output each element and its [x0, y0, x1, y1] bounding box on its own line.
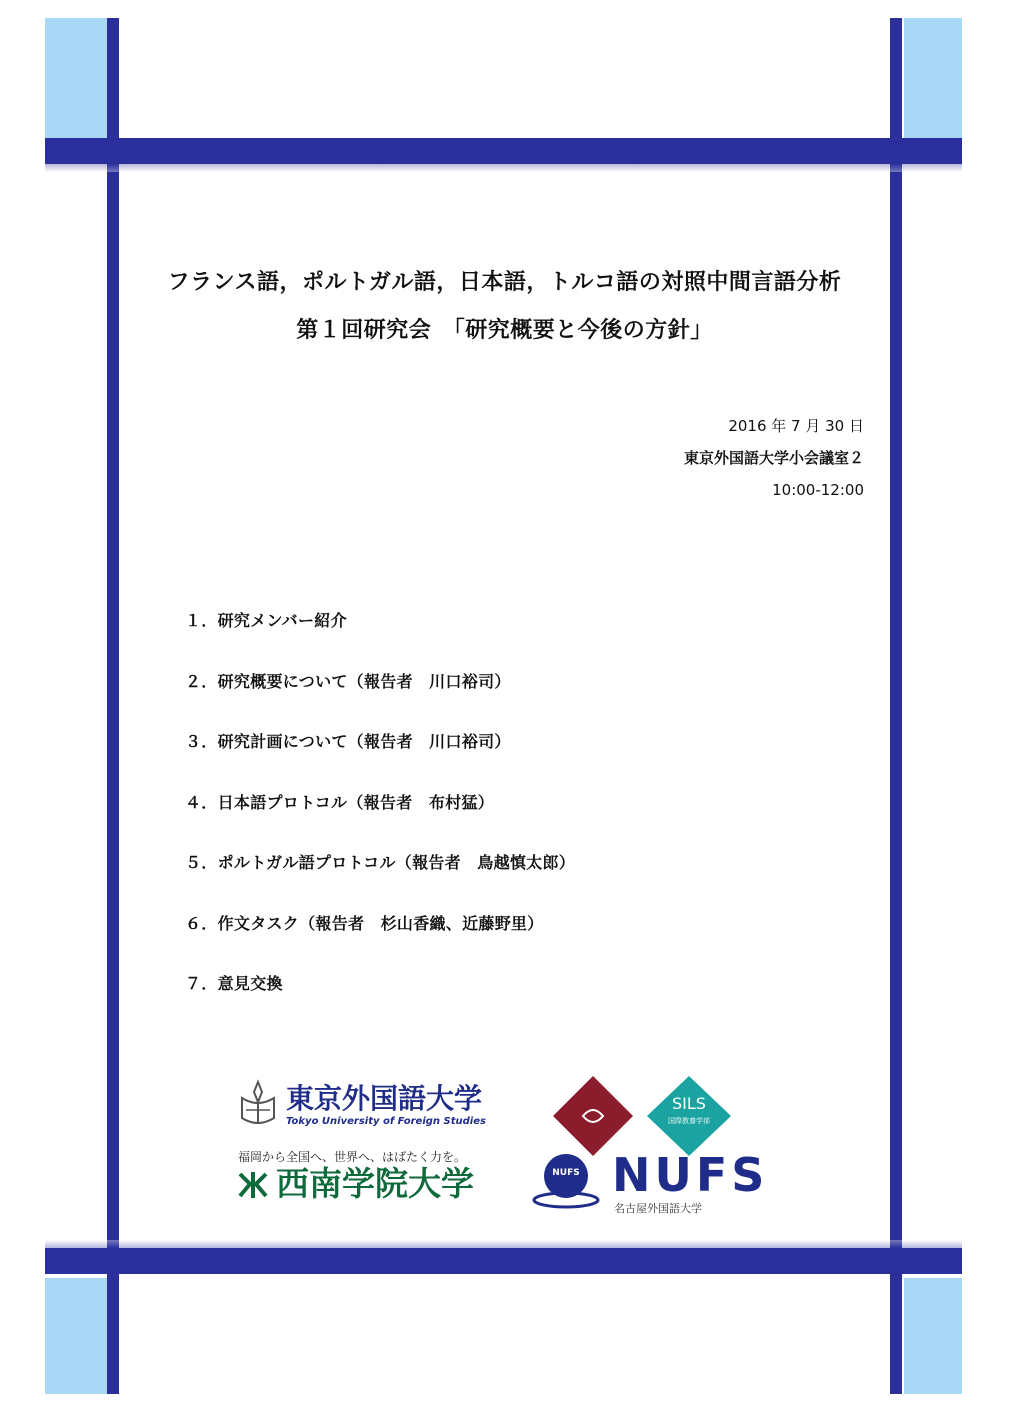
- frame-bottom-bar-shade: [45, 1240, 962, 1248]
- seinan-name: 西南学院大学: [276, 1164, 474, 1203]
- meeting-place: 東京外国語大学小会議室２: [683, 449, 864, 467]
- seinan-logo: [236, 1148, 506, 1204]
- corner-bottom-right: [904, 1278, 962, 1394]
- waseda-sils-logo: [553, 1076, 743, 1156]
- agenda-item: ４．日本語プロトコル（報告者 布村猛）: [185, 792, 495, 812]
- frame-right-bar: [890, 18, 902, 1394]
- frame-top-bar: [45, 138, 962, 164]
- sils-sub-label: 国際教養学部: [668, 1117, 710, 1125]
- sils-label: SILS: [672, 1094, 706, 1113]
- tufs-logo: [236, 1078, 496, 1138]
- frame-left-bar: [107, 18, 119, 1394]
- nufs-logo: [532, 1148, 769, 1215]
- agenda-item: ５．ポルトガル語プロトコル（報告者 鳥越慎太郎）: [185, 853, 576, 872]
- meeting-time: 10:00-12:00: [772, 481, 864, 499]
- agenda-item: ６．作文タスク（報告者 杉山香織、近藤野里）: [185, 913, 544, 933]
- agenda-item: ２．研究概要について（報告者 川口裕司）: [185, 671, 511, 691]
- tufs-name: 東京外国語大学: [286, 1082, 483, 1115]
- corner-top-right: [904, 18, 962, 138]
- agenda-item: １．研究メンバー紹介: [185, 611, 347, 630]
- nufs-japanese-name: 名古屋外国語大学: [614, 1202, 702, 1215]
- tufs-emblem-icon: [236, 1078, 280, 1130]
- agenda-list: [185, 608, 575, 1032]
- frame-bottom-bar: [45, 1248, 962, 1274]
- corner-bottom-left: [45, 1278, 107, 1394]
- nufs-badge-icon: [532, 1152, 600, 1210]
- agenda-item: ３．研究計画について（報告者 川口裕司）: [185, 732, 511, 751]
- seinan-emblem-icon: [236, 1168, 270, 1202]
- document-subtitle: 第１回研究会 「研究概要と今後の方針」: [296, 318, 713, 343]
- tufs-english-name: Tokyo University of Foreign Studies: [286, 1116, 486, 1127]
- seinan-tagline: 福岡から全国へ、世界へ、はばたく力を。: [238, 1150, 467, 1164]
- frame-top-bar-shade: [45, 164, 962, 172]
- meeting-date: 2016 年 7 月 30 日: [728, 417, 864, 435]
- nufs-badge-label: NUFS: [552, 1168, 580, 1178]
- document-title: フランス語，ポルトガル語，日本語，トルコ語の対照中間言語分析: [167, 270, 842, 295]
- corner-top-left: [45, 18, 107, 138]
- agenda-item: ７．意見交換: [185, 974, 283, 993]
- nufs-wordmark: NUFS: [612, 1148, 769, 1202]
